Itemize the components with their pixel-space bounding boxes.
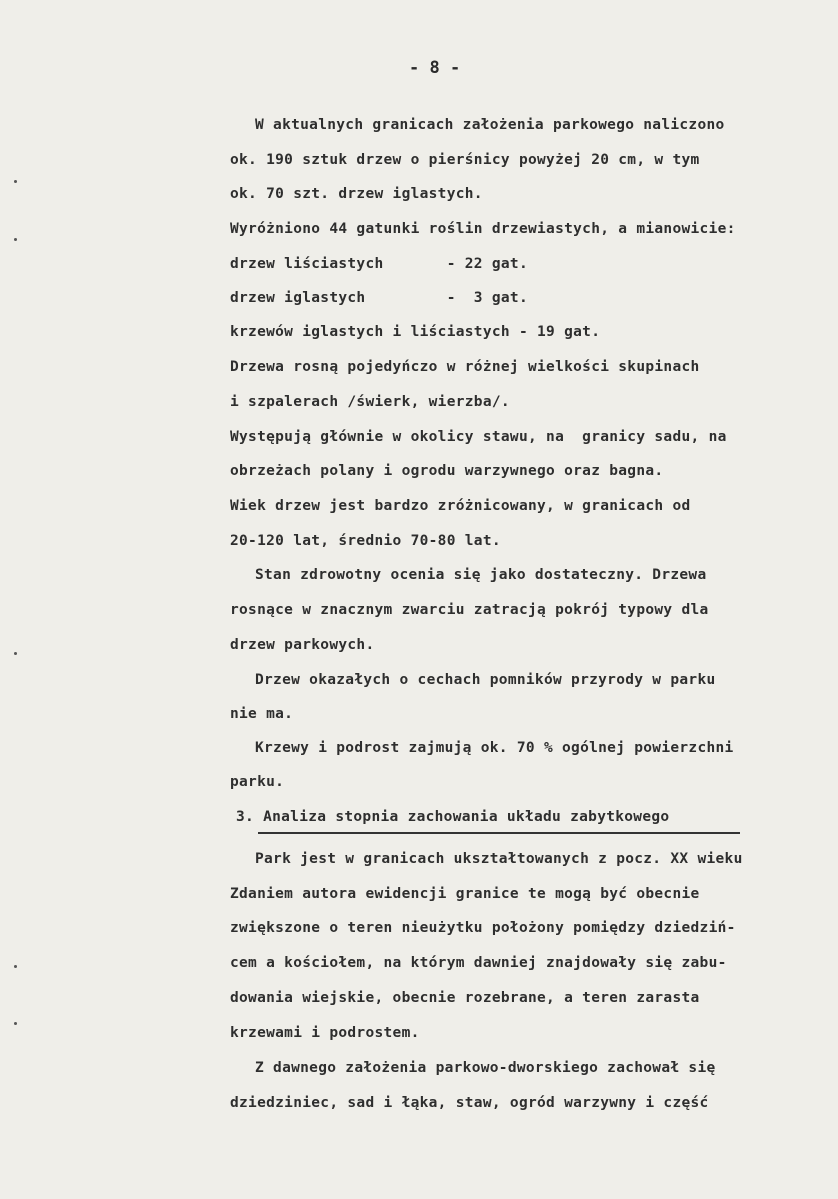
text-line: krzewów iglastych i liściastych - 19 gat. bbox=[230, 324, 601, 340]
text-line: Z dawnego założenia parkowo-dworskiego zachował się bbox=[255, 1060, 716, 1076]
text-line: dziedziniec, sad i łąka, staw, ogród warzywny i część bbox=[230, 1095, 709, 1111]
text-line: parku. bbox=[230, 774, 285, 790]
text-line: Drzew okazałych o cechach pomników przyrody w parku bbox=[255, 672, 716, 688]
text-line: rosnące w znacznym zwarciu zatracją pokrój typowy dla bbox=[230, 602, 709, 618]
text-line: cem a kościołem, na którym dawniej znajdowały się zabu- bbox=[230, 955, 727, 971]
text-line: W aktualnych granicach założenia parkowego naliczono bbox=[255, 117, 725, 133]
text-line: Występują głównie w okolicy stawu, na granicy sadu, na bbox=[230, 429, 727, 445]
text-line: nie ma. bbox=[230, 706, 294, 722]
text-line: Park jest w granicach ukształtowanych z pocz. XX wieku bbox=[255, 851, 743, 867]
text-line: Drzewa rosną pojedyńczo w różnej wielkości skupinach bbox=[230, 359, 700, 375]
text-line: krzewami i podrostem. bbox=[230, 1025, 420, 1041]
text-line: Zdaniem autora ewidencji granice te mogą być obecnie bbox=[230, 886, 700, 902]
text-line: Stan zdrowotny ocenia się jako dostateczny. Drzewa bbox=[255, 567, 707, 583]
margin-mark bbox=[14, 652, 17, 655]
text-line: drzew liściastych - 22 gat. bbox=[230, 256, 528, 272]
text-line: Wyróżniono 44 gatunki roślin drzewiastych, a mianowicie: bbox=[230, 221, 736, 237]
text-line: Krzewy i podrost zajmują ok. 70 % ogólnej powierzchni bbox=[255, 740, 734, 756]
margin-mark bbox=[14, 238, 17, 241]
margin-mark bbox=[14, 180, 17, 183]
margin-mark bbox=[14, 1022, 17, 1025]
text-line: ok. 70 szt. drzew iglastych. bbox=[230, 186, 483, 202]
text-line: zwiększone o teren nieużytku położony pomiędzy dziedziń- bbox=[230, 920, 736, 936]
text-line: drzew parkowych. bbox=[230, 637, 375, 653]
text-line: drzew iglastych - 3 gat. bbox=[230, 290, 528, 306]
margin-mark bbox=[14, 965, 17, 968]
section-heading: 3. Analiza stopnia zachowania układu zabytkowego bbox=[236, 809, 670, 825]
text-line: dowania wiejskie, obecnie rozebrane, a teren zarasta bbox=[230, 990, 700, 1006]
text-line: i szpalerach /świerk, wierzba/. bbox=[230, 394, 510, 410]
text-line: obrzeżach polany i ogrodu warzywnego oraz bagna. bbox=[230, 463, 664, 479]
text-line: 20-120 lat, średnio 70-80 lat. bbox=[230, 533, 501, 549]
text-line: ok. 190 sztuk drzew o pierśnicy powyżej 20 cm, w tym bbox=[230, 152, 700, 168]
page-number: - 8 - bbox=[409, 58, 461, 78]
heading-underline bbox=[258, 832, 740, 834]
text-line: Wiek drzew jest bardzo zróżnicowany, w granicach od bbox=[230, 498, 691, 514]
